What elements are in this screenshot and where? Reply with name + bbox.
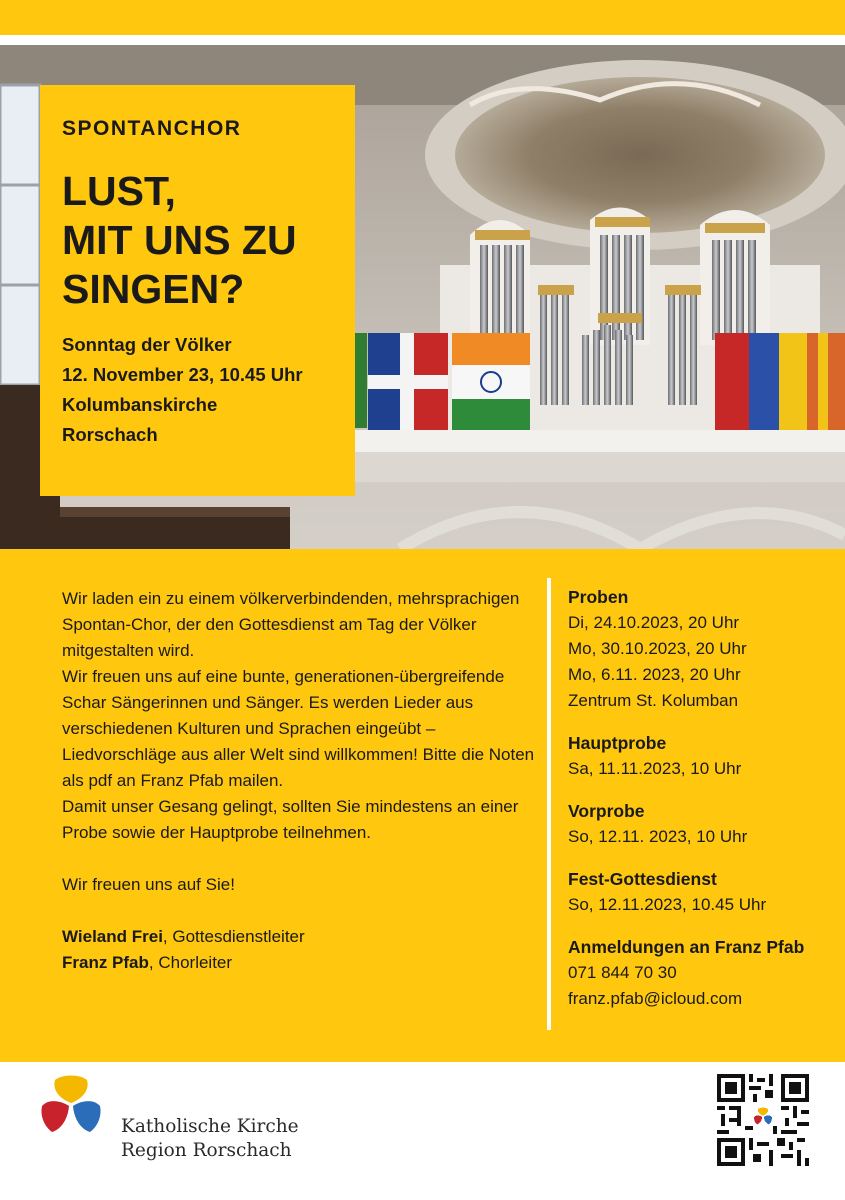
org-line: Katholische Kirche	[121, 1116, 299, 1137]
schedule-festgottesdienst	[568, 866, 833, 918]
three-petal-logo-icon	[38, 1072, 104, 1142]
contact-email[interactable]: franz.pfab@icloud.com	[568, 989, 743, 1008]
schedule-title: Anmeldungen an Franz Pfab	[568, 937, 805, 957]
schedule-anmeldung	[568, 934, 833, 1012]
signer	[62, 924, 537, 950]
org-line: Region Rorschach	[121, 1140, 292, 1161]
headline-line: MIT UNS ZU	[62, 217, 297, 263]
column-divider	[547, 578, 551, 1030]
headline-box	[40, 85, 355, 496]
headline	[62, 167, 333, 314]
contact-phone[interactable]: 071 844 70 30	[568, 963, 677, 982]
schedule-vorprobe	[568, 798, 833, 850]
headline-line: LUST,	[62, 168, 176, 214]
signer-role: , Gottesdienstleiter	[162, 927, 305, 946]
schedule-title: Hauptprobe	[568, 733, 667, 753]
event-info	[62, 330, 333, 450]
organization-name	[121, 1115, 299, 1163]
schedule-line: Sa, 11.11.2023, 10 Uhr	[568, 759, 742, 778]
event-datetime: 12. November 23, 10.45 Uhr	[62, 364, 303, 385]
event-venue: Kolumbanskirche	[62, 394, 218, 415]
schedule-title: Proben	[568, 587, 629, 607]
schedule-line: Di, 24.10.2023, 20 Uhr	[568, 613, 740, 632]
schedule-hauptprobe	[568, 730, 833, 782]
schedule-title: Vorprobe	[568, 801, 645, 821]
schedule-line: Zentrum St. Kolumban	[568, 691, 739, 710]
intro-paragraph: Wir freuen uns auf eine bunte, generationen-übergreifende Schar Sängerinnen und Sänger. Es werden Lieder aus verschiedenen Kulturen und Sprachen eingeübt – Liedvorschläge aus aller Welt sind willkommen! Bitte die Noten als pdf an Franz Pfab mailen.	[62, 667, 535, 790]
top-yellow-band	[0, 0, 845, 35]
signer-role: , Chorleiter	[148, 953, 233, 972]
event-town: Rorschach	[62, 424, 158, 445]
schedule-line: Mo, 6.11. 2023, 20 Uhr	[568, 665, 741, 684]
closing-line: Wir freuen uns auf Sie!	[62, 875, 235, 894]
qr-code-icon[interactable]	[717, 1074, 809, 1166]
schedule-line: So, 12.11. 2023, 10 Uhr	[568, 827, 748, 846]
schedule	[568, 584, 833, 1028]
intro-text	[62, 586, 537, 976]
intro-paragraph: Wir laden ein zu einem völkerverbindenden, mehrsprachigen Spontan-Chor, der den Gottesdienst am Tag der Völker mitgestalten wird.	[62, 589, 520, 660]
headline-line: SINGEN?	[62, 266, 245, 312]
schedule-line: Mo, 30.10.2023, 20 Uhr	[568, 639, 747, 658]
event-title: Sonntag der Völker	[62, 334, 232, 355]
signer-name: Franz Pfab	[62, 953, 149, 972]
intro-paragraph: Damit unser Gesang gelingt, sollten Sie mindestens an einer Probe sowie der Hauptprobe teilnehmen.	[62, 797, 519, 842]
schedule-line: So, 12.11.2023, 10.45 Uhr	[568, 895, 767, 914]
signer	[62, 950, 537, 976]
kicker-label: SPONTANCHOR	[62, 117, 242, 140]
schedule-proben	[568, 584, 833, 714]
schedule-title: Fest-Gottesdienst	[568, 869, 717, 889]
signer-name: Wieland Frei	[62, 927, 163, 946]
